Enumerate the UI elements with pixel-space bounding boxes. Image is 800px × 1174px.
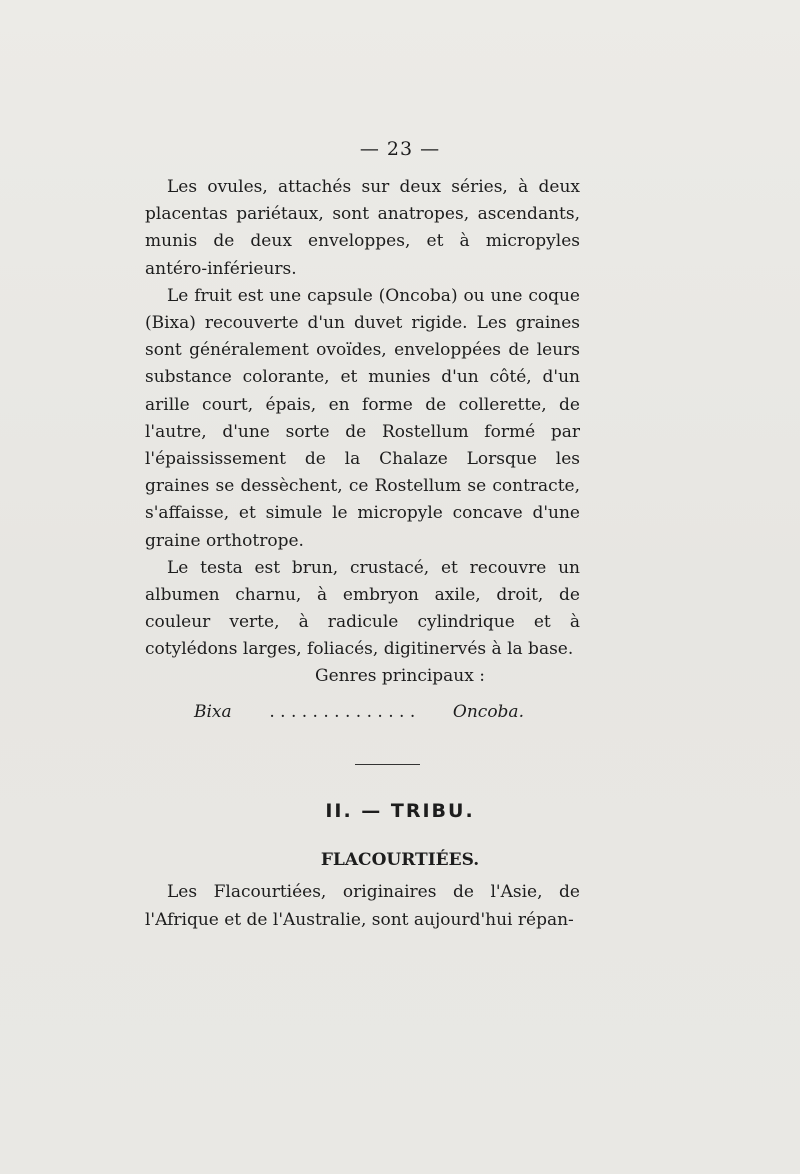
genus-oncoba: Oncoba.: [452, 702, 524, 722]
paragraph-ovules: Les ovules, attachés sur deux séries, à deux placentas pariétaux, sont anatropes, ascendants, munis de deux enveloppes, et à micropyles antéro-inférieurs.: [145, 177, 580, 279]
family-title: FLACOURTIÉES.: [320, 850, 480, 870]
genus-dots: . . . . . . . . . . . . . .: [269, 702, 416, 722]
paragraph-fruit: Le fruit est une capsule (Oncoba) ou une coque (Bixa) recouverte d'un duvet rigide. Les graines sont généralement ovoïdes, enveloppées de leurs substance colorante, et munies d'un côté, d'un arille court, épais, en forme de collerette, de l'autre, d'une sorte de Rostellum formé par l'épaississement de la Chalaze Lorsque les graines se dessèchent, ce Rostellum se contracte, s'affaisse, et simule le micropyle concave d'une graine orthotrope.: [145, 285, 580, 551]
page-number: — 23 —: [359, 138, 441, 160]
body-text: [145, 174, 580, 664]
body-text-continued: [145, 878, 580, 934]
section-divider: [355, 764, 420, 765]
genus-bixa: Bixa: [194, 702, 232, 722]
tribe-title: II. — TRIBU.: [325, 800, 475, 822]
genus-list: [194, 702, 524, 722]
paragraph-flacourtiees: Les Flacourtiées, originaires de l'Asie, de l'Afrique et de l'Australie, sont aujourd'hui répan-: [145, 882, 580, 930]
genres-heading: Genres principaux :: [315, 666, 485, 686]
paragraph-testa: Le testa est brun, crustacé, et recouvre un albumen charnu, à embryon axile, droit, de couleur verte, à radicule cylindrique et à cotylédons larges, foliacés, digitinervés à la base.: [145, 557, 580, 660]
